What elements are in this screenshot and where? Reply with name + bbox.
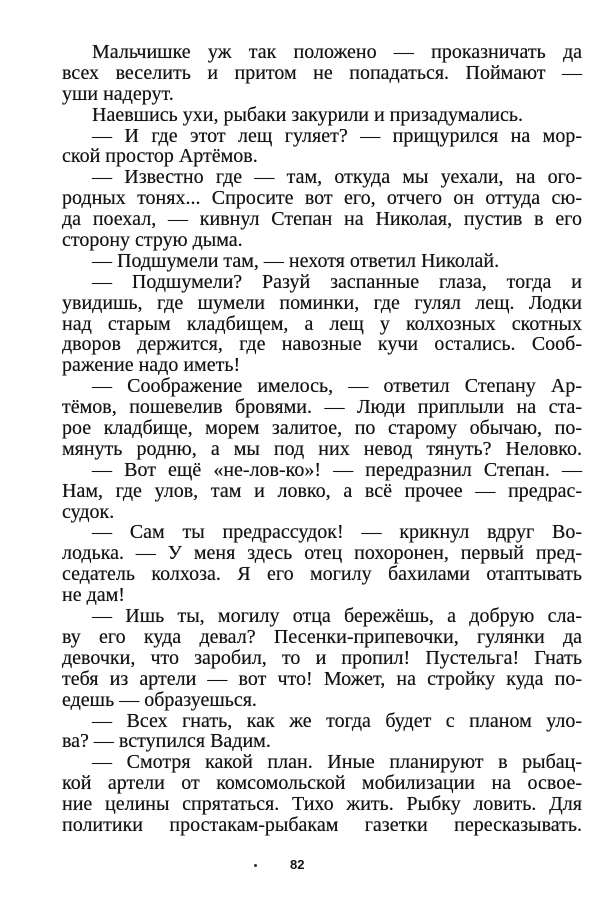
text-line: — Сам ты предрассудок! — крикнул вдруг Во- bbox=[92, 521, 582, 544]
text-line: сторону струю дыма. bbox=[62, 229, 243, 252]
text-line: родных тонях... Спросите вот его, отчего он оттуда сю- bbox=[62, 187, 582, 210]
text-line: — Вот ещё «не-лов-ко»! — передразнил Степан. — bbox=[92, 458, 582, 481]
text-line: — Соображение имелось, — ответил Степану Ар- bbox=[92, 375, 582, 398]
text-line: — И где этот лещ гуляет? — прищурился на мор- bbox=[92, 124, 582, 147]
text-line: — Смотря какой план. Иные планируют в рыбац- bbox=[92, 751, 582, 774]
text-line: — Подшумели там, — нехотя ответил Николай. bbox=[92, 249, 500, 272]
text-line: Наевшись ухи, рыбаки закурили и призадумались. bbox=[92, 103, 524, 126]
text-line: — Всех гнать, как же тогда будет с планом уло- bbox=[92, 709, 582, 732]
text-line: кой артели от комсомольской мобилизации на освое- bbox=[62, 772, 582, 795]
text-line: — Ишь ты, могилу отца бережёшь, а добрую сла- bbox=[92, 605, 582, 628]
text-line: девочки, что заробил, то и пропил! Пустельга! Гнать bbox=[62, 646, 582, 669]
print-speck bbox=[254, 864, 257, 867]
page-number: 82 bbox=[290, 857, 305, 872]
text-line: рое кладбище, морем залитое, по старому обычаю, по- bbox=[62, 417, 582, 440]
text-line: да поехал, — кивнул Степан на Николая, пустив в его bbox=[62, 208, 582, 231]
text-line: ва? — вступился Вадим. bbox=[62, 730, 271, 753]
text-line: тёмов, пошевелив бровями. — Люди приплыли на ста- bbox=[62, 396, 582, 419]
text-line: политики простакам-рыбакам газетки пересказывать. bbox=[62, 813, 582, 836]
text-line: над старым кладбищем, а лещ у колхозных скотных bbox=[62, 312, 582, 335]
text-line: Нам, где улов, там и ловко, а всё прочее — предрас- bbox=[62, 479, 582, 502]
text-line: ву его куда девал? Песенки-припевочки, гулянки да bbox=[62, 625, 582, 648]
text-line: судок. bbox=[62, 500, 115, 523]
text-line: едешь — образуешься. bbox=[62, 688, 257, 711]
text-line: мянуть родню, а мы под них невод тянуть? Неловко. bbox=[62, 437, 582, 460]
text-line: — Подшумели? Разуй заспанные глаза, тогда и bbox=[92, 270, 582, 293]
text-line: не дам! bbox=[62, 584, 125, 607]
text-line: — Известно где — там, откуда мы уехали, на ого- bbox=[92, 166, 582, 189]
text-line: седатель колхоза. Я его могилу бахилами отаптывать bbox=[62, 563, 582, 586]
text-line: Мальчишке уж так положено — проказничать да bbox=[92, 41, 582, 63]
text-line: тебя из артели — вот что! Может, на стройку куда по- bbox=[62, 667, 582, 690]
text-line: увидишь, где шумели поминки, где гулял лещ. Лодки bbox=[62, 291, 582, 314]
text-line: ской простор Артёмов. bbox=[62, 145, 258, 168]
text-line: всех веселить и притом не попадаться. Поймают — bbox=[62, 61, 582, 84]
text-line: дворов держится, где навозные кучи остались. Сооб- bbox=[62, 333, 582, 356]
text-line: ние целины спрятаться. Тихо жить. Рыбку ловить. Для bbox=[62, 793, 582, 816]
book-page-text bbox=[62, 42, 582, 836]
text-line: уши надерут. bbox=[62, 82, 174, 105]
text-line: ражение надо иметь! bbox=[62, 354, 241, 377]
text-line: лодька. — У меня здесь отец похоронен, первый пред- bbox=[62, 542, 582, 565]
